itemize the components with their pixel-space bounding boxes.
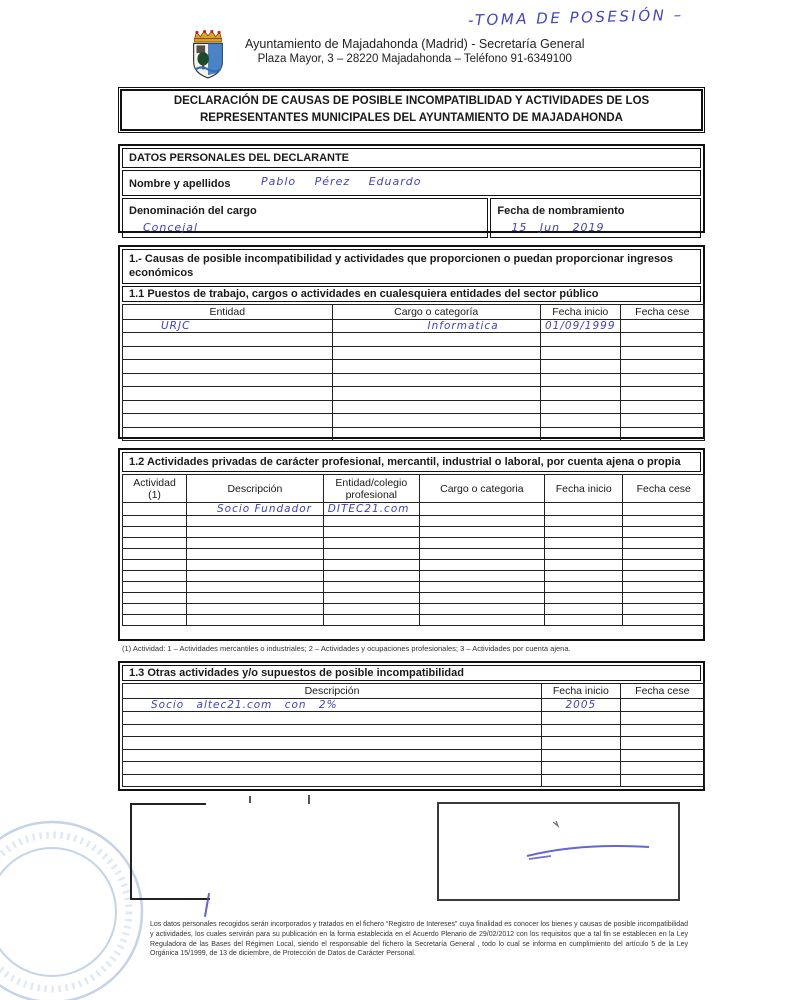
- table-row: [123, 360, 705, 374]
- column-header-cargo: Cargo o categoría: [332, 304, 540, 319]
- actividad-footnote: (1) Actividad: 1 – Actividades mercantiles o industriales; 2 – Actividades y ocupaciones profesionales; 3 – Actividades por cuenta ajena.: [122, 644, 571, 653]
- date-box-partial: [130, 803, 255, 900]
- column-header-fecha-cese: Fecha cese: [620, 304, 704, 319]
- column-header-fecha-inicio: Fecha inicio: [542, 684, 621, 699]
- section-1-heading: 1.- Causas de posible incompatibilidad y actividades que proporcionen o puedan proporcionar ingresos económicos: [122, 249, 701, 284]
- column-header-entidad-colegio: Entidad/colegio profesional: [323, 475, 419, 503]
- nombre-value-handwritten: Pablo Pérez Eduardo: [261, 175, 422, 188]
- fecha-nombramiento-label: Fecha de nombramiento: [497, 205, 625, 217]
- org-name: Ayuntamiento de Majadahonda (Madrid) - Secretaría General: [245, 37, 585, 51]
- cargo-label: Denominación del cargo: [129, 205, 257, 217]
- table-row: [123, 346, 705, 360]
- fecha-nombramiento-cell: [490, 198, 701, 238]
- handwritten-entry: Socio altec21.com con 2%: [151, 699, 338, 711]
- table-row: [123, 400, 705, 414]
- org-block: [245, 27, 585, 65]
- column-header-fecha-inicio: Fecha inicio: [540, 304, 620, 319]
- box-border: [130, 898, 210, 900]
- table-row: [123, 737, 705, 750]
- table-row: [123, 749, 705, 762]
- handwritten-annotation-toma-de-posesion: -TOMA DE POSESIÓN –: [467, 5, 684, 30]
- personal-section-title: DATOS PERSONALES DEL DECLARANTE: [122, 148, 701, 168]
- table-row: [123, 319, 705, 333]
- table-header-row: [123, 304, 705, 319]
- section-1-3-heading: 1.3 Otras actividades y/o supuestos de posible incompatibilidad: [122, 665, 701, 681]
- nombre-row: [122, 170, 701, 196]
- column-header-entidad: Entidad: [123, 304, 333, 319]
- form-title-box: [118, 87, 705, 133]
- box-border: [130, 803, 132, 900]
- column-header-fecha-inicio: Fecha inicio: [544, 475, 623, 503]
- handwritten-entry: DITEC21.com: [327, 503, 410, 516]
- table-header-row: [123, 684, 705, 699]
- cargo-cell: [122, 198, 488, 238]
- column-header-fecha-cese: Fecha cese: [623, 475, 705, 503]
- table-row: [123, 582, 705, 593]
- table-actividades-privadas: [122, 474, 705, 626]
- cargo-value-handwritten: Concejal: [143, 221, 199, 234]
- section-1-2-box: [118, 448, 705, 641]
- cargo-fecha-row: [122, 198, 701, 238]
- fecha-nombramiento-value-handwritten: 15 Jun 2019: [511, 221, 605, 234]
- data-protection-notice: Los datos personales recogidos serán incorporados y tratados en el fichero “Registro de Intereses” cuya finalidad es conocer los bienes y causas de posible incompatibilidad y actividades, los cuales servirán para su publicación en la forma establecida en el Acuerdo Plenario de 29/02/2012 con los requisitos que a tal fin se establecen en la Ley Reguladora de las Bases del Régimen Local, siendo el responsable del fichero la Secretaría General , todo lo cual se informa en cumplimiento del artículo 5 de la Ley Orgánica 15/1999, de 13 de diciembre, de Protección de Datos de Carácter Personal.: [150, 921, 688, 958]
- handwritten-entry: 2005: [565, 699, 597, 711]
- column-header-descripcion: Descripción: [123, 684, 542, 699]
- column-header-actividad: Actividad (1): [123, 475, 187, 503]
- signature-stroke-icon: [519, 814, 669, 874]
- section-1-3-box: [118, 661, 705, 791]
- stray-mark: [249, 796, 251, 803]
- table-row: [123, 724, 705, 737]
- table-row: [123, 593, 705, 604]
- table-row: [123, 774, 705, 787]
- nombre-label: Nombre y apellidos: [129, 178, 231, 190]
- table-row: [123, 762, 705, 775]
- table-row: [123, 604, 705, 615]
- table-otras-actividades: [122, 683, 705, 787]
- table-row: [123, 527, 705, 538]
- form-title-line2: REPRESENTANTES MUNICIPALES DEL AYUNTAMIENTO DE MAJADAHONDA: [200, 112, 623, 124]
- table-row: [123, 549, 705, 560]
- table-row: [123, 427, 705, 441]
- table-row: [123, 615, 705, 626]
- handwritten-entry: Socio Fundador: [217, 503, 312, 516]
- handwritten-entry: 01/09/1999: [544, 319, 616, 332]
- column-header-cargo: Cargo o categoria: [419, 475, 544, 503]
- table-row: [123, 712, 705, 725]
- table-row: [123, 373, 705, 387]
- form-title-line1: DECLARACIÓN DE CAUSAS DE POSIBLE INCOMPATIBLIDAD Y ACTIVIDADES DE LOS: [173, 95, 650, 108]
- handwritten-entry: Informatica: [427, 319, 499, 332]
- personal-data-section: [118, 144, 705, 233]
- org-address: Plaza Mayor, 3 – 28220 Majadahonda – Teléfono 91-6349100: [257, 53, 572, 65]
- section-1-box: [118, 245, 705, 439]
- table-row: [123, 387, 705, 401]
- coat-of-arms-icon: [185, 27, 231, 81]
- stray-mark: [308, 795, 310, 804]
- handwritten-entry: URJC: [161, 319, 191, 332]
- section-1-1-heading: 1.1 Puestos de trabajo, cargos o actividades en cualesquiera entidades del sector público: [122, 286, 701, 302]
- table-row: [123, 560, 705, 571]
- table-puestos-sector-publico: [122, 304, 705, 442]
- table-row: [123, 699, 705, 712]
- section-1-2-heading: 1.2 Actividades privadas de carácter profesional, mercantil, industrial o laboral, por cuenta ajena o propia: [122, 452, 701, 472]
- table-row: [123, 571, 705, 582]
- column-header-descripcion: Descripción: [187, 475, 324, 503]
- table-row: [123, 414, 705, 428]
- table-row: [123, 333, 705, 347]
- box-border: [130, 803, 206, 805]
- column-header-fecha-cese: Fecha cese: [620, 684, 704, 699]
- table-row: [123, 516, 705, 527]
- document-header: [185, 27, 585, 81]
- table-row: [123, 538, 705, 549]
- table-header-row: [123, 475, 705, 503]
- table-row: [123, 503, 705, 516]
- signature-box: [437, 802, 680, 901]
